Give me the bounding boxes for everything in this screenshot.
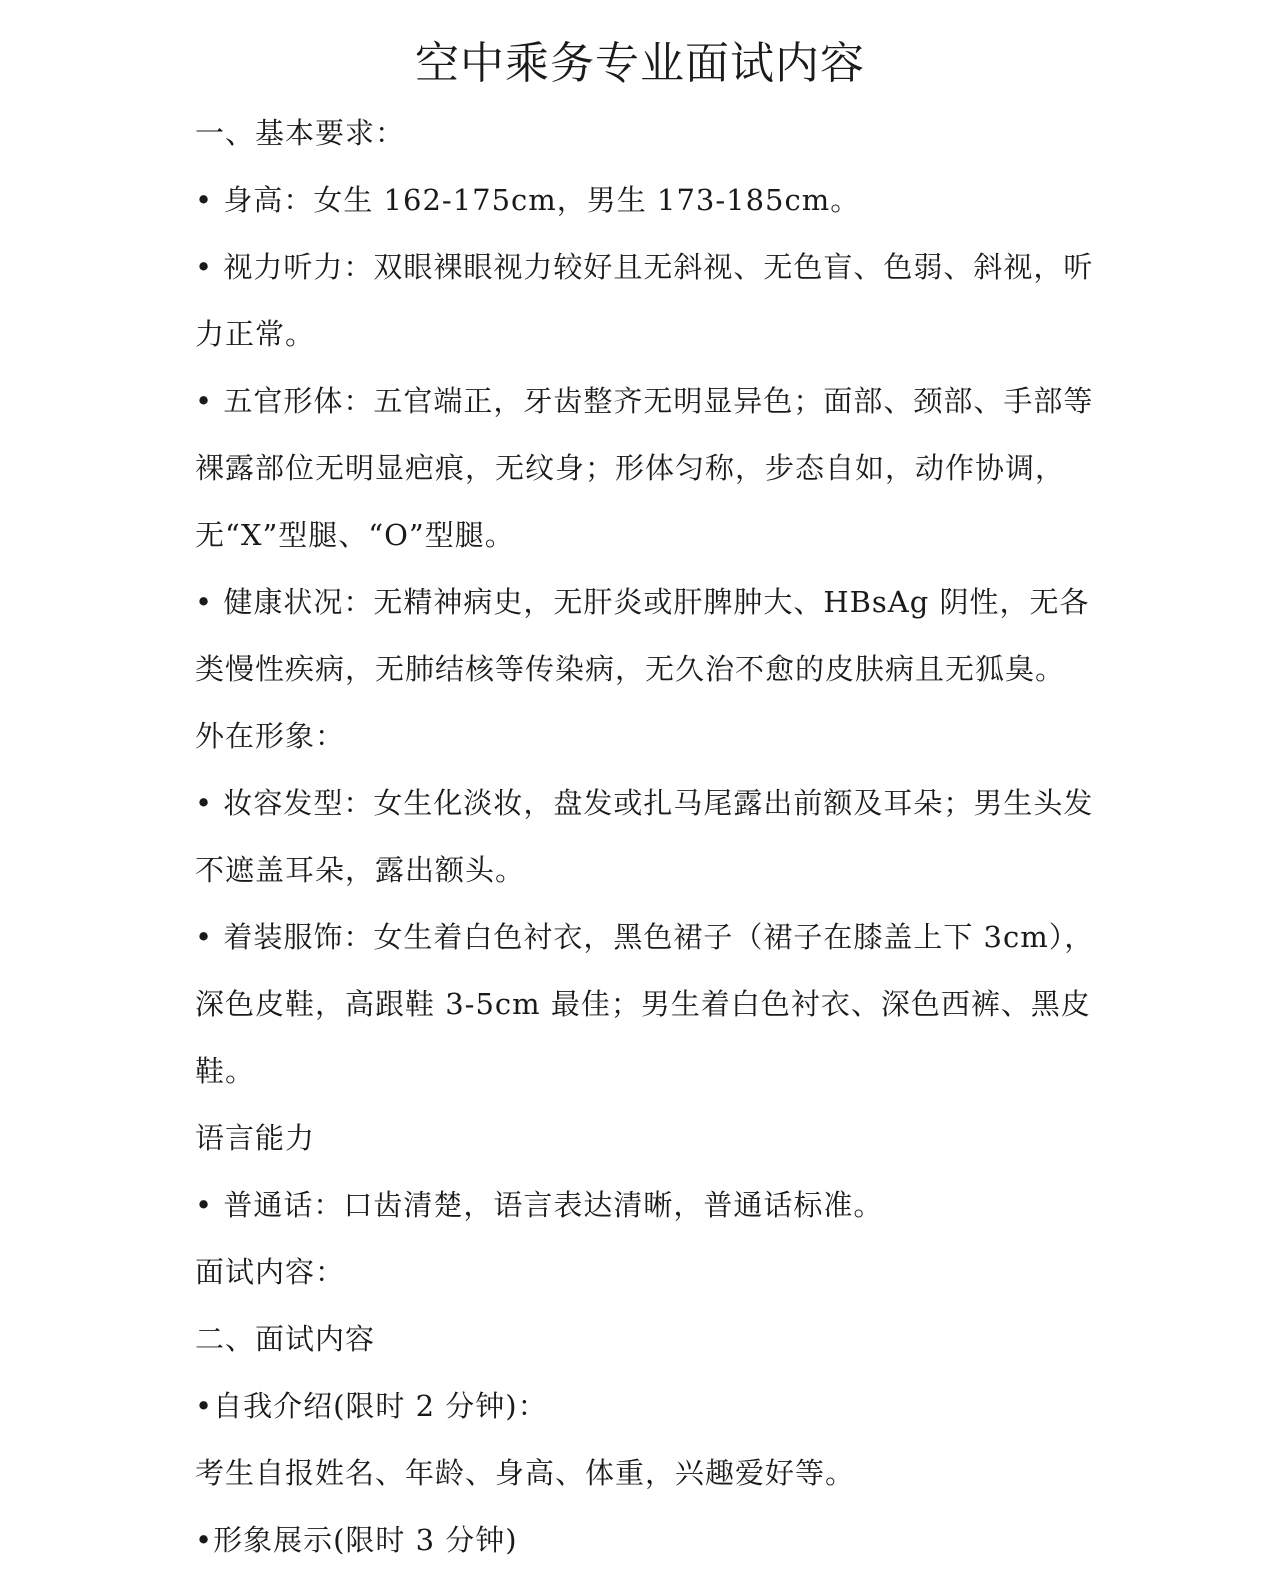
subheading-language: 语言能力 <box>195 1121 316 1155</box>
subheading-appearance: 外在形象： <box>195 719 346 753</box>
list-item-image-display: •形象展示(限时 3 分钟) <box>195 1523 518 1557</box>
list-item-health: • 健康状况：无精神病史，无肝炎或肝脾肿大、HBsAg 阴性，无各类慢性疾病，无肺结核等传染病，无久治不愈的皮肤病且无狐臭。 <box>195 585 1090 686</box>
list-item-makeup-hair: • 妆容发型：女生化淡妆，盘发或扎马尾露出前额及耳朵；男生头发不遮盖耳朵，露出额头。 <box>195 786 1094 887</box>
subheading-interview-content: 面试内容： <box>195 1255 346 1289</box>
document-title: 空中乘务专业面试内容 <box>415 38 865 89</box>
list-item-self-introduction: •自我介绍(限时 2 分钟)： <box>195 1389 548 1423</box>
section-heading-interview-content: 二、面试内容 <box>195 1322 376 1356</box>
list-item-attire: • 着装服饰：女生着白色衬衣，黑色裙子（裙子在膝盖上下 3cm），深色皮鞋，高跟鞋 3-5cm 最佳；男生着白色衬衣、深色西裤、黑皮鞋。 <box>195 920 1095 1088</box>
list-item-facial-features: • 五官形体：五官端正，牙齿整齐无明显异色；面部、颈部、手部等裸露部位无明显疤痕，无纹身；形体匀称，步态自如，动作协调，无“X”型腿、“O”型腿。 <box>195 384 1094 552</box>
list-item-mandarin: • 普通话：口齿清楚，语言表达清晰，普通话标准。 <box>195 1188 884 1222</box>
section-heading-basic-requirements: 一、基本要求： <box>195 116 406 150</box>
paragraph-self-introduction-detail: 考生自报姓名、年龄、身高、体重，兴趣爱好等。 <box>195 1456 856 1490</box>
list-item-vision-hearing: • 视力听力：双眼裸眼视力较好且无斜视、无色盲、色弱、斜视，听力正常。 <box>195 250 1094 351</box>
document-body <box>195 100 1095 1574</box>
list-item-height: • 身高：女生 162-175cm，男生 173-185cm。 <box>195 183 861 217</box>
